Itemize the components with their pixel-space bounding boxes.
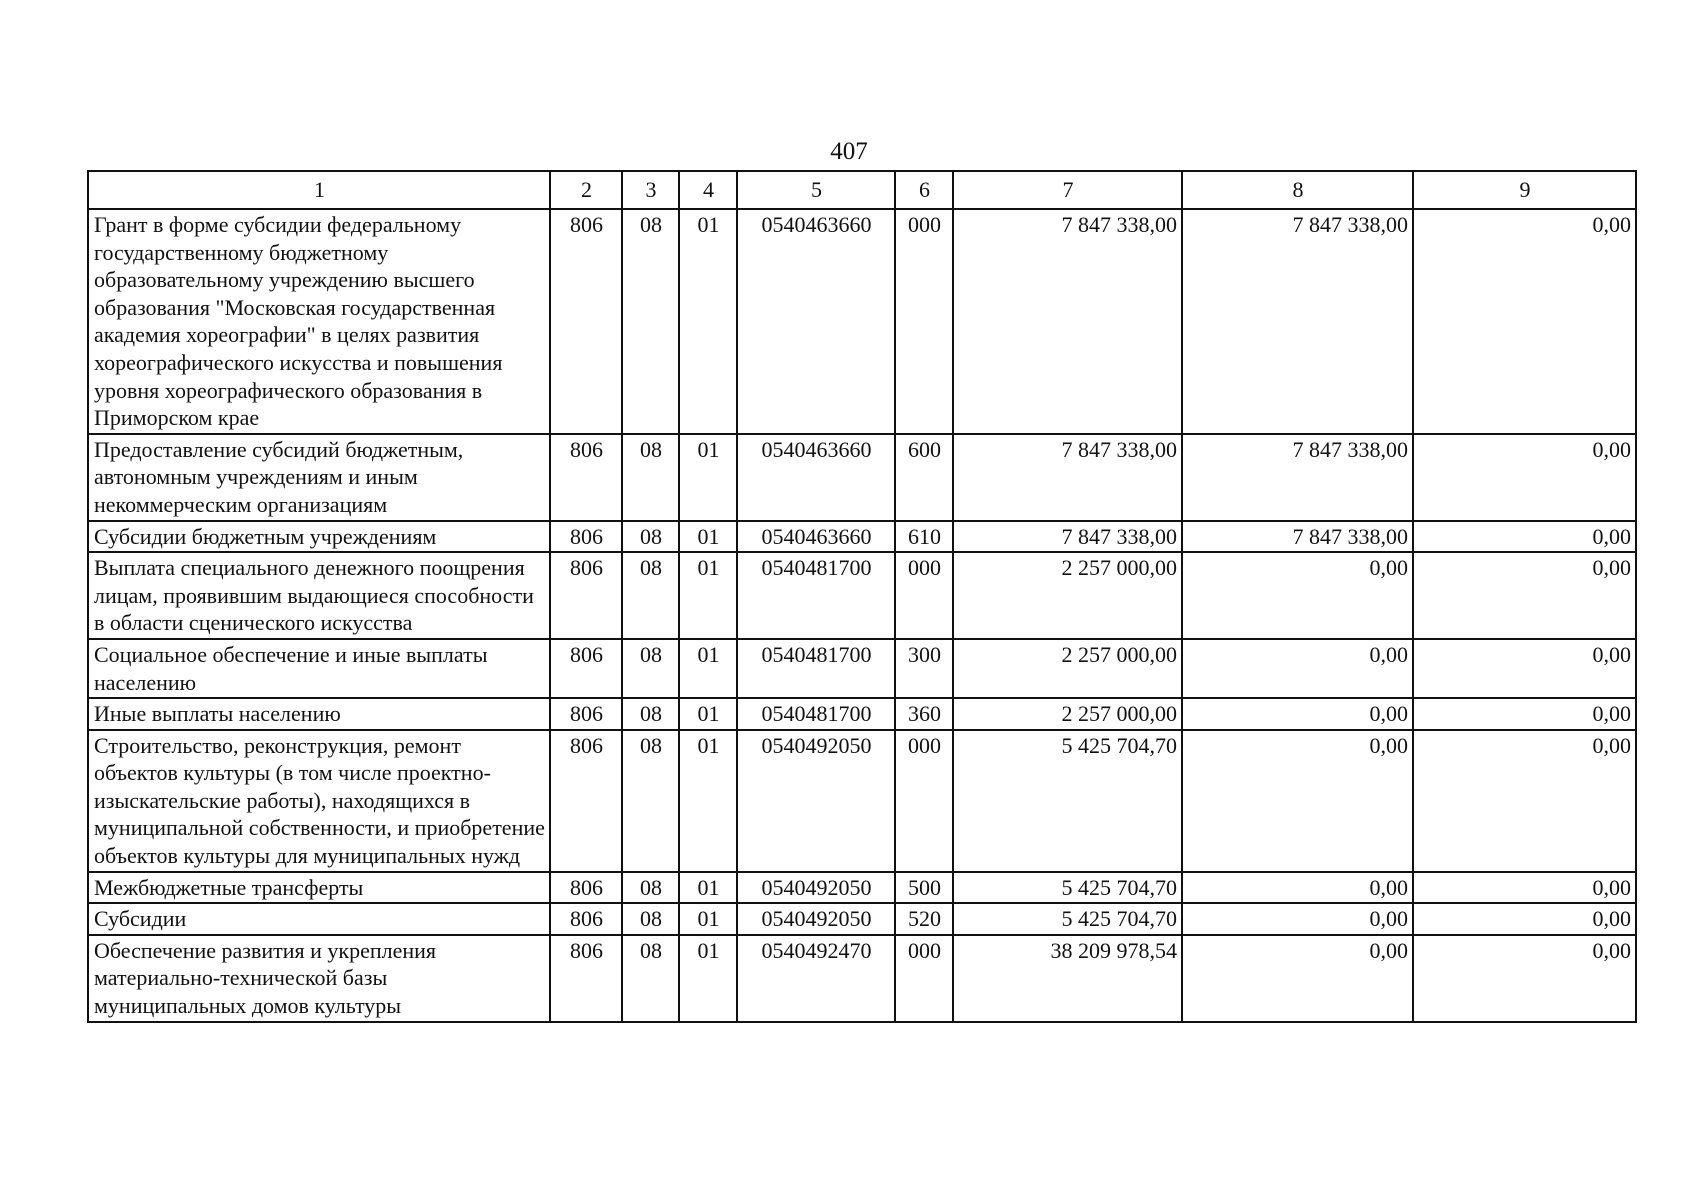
column-header: 8: [1182, 171, 1413, 209]
target-article-cell: 0540492050: [737, 903, 895, 935]
item-name-cell: Субсидии бюджетным учреждениям: [88, 521, 550, 553]
table-row: [88, 872, 1636, 904]
table-row: [88, 552, 1636, 639]
ministry-code-cell: 806: [550, 730, 622, 872]
column-header: 7: [953, 171, 1182, 209]
expense-type-cell: 000: [895, 552, 953, 639]
table-row: [88, 521, 1636, 553]
subsection-code-cell: 01: [679, 209, 737, 434]
ministry-code-cell: 806: [550, 209, 622, 434]
amount-col9-cell: 0,00: [1413, 209, 1636, 434]
subsection-code-cell: 01: [679, 903, 737, 935]
subsection-code-cell: 01: [679, 639, 737, 698]
expense-type-cell: 600: [895, 434, 953, 521]
table-row: [88, 209, 1636, 434]
column-header: 9: [1413, 171, 1636, 209]
expense-type-cell: 520: [895, 903, 953, 935]
item-name-cell: Выплата специального денежного поощрения лицам, проявившим выдающиеся способности в области сценического искусства: [88, 552, 550, 639]
expense-type-cell: 000: [895, 935, 953, 1022]
amount-col7-cell: 5 425 704,70: [953, 872, 1182, 904]
ministry-code-cell: 806: [550, 935, 622, 1022]
subsection-code-cell: 01: [679, 730, 737, 872]
section-code-cell: 08: [622, 730, 679, 872]
amount-col8-cell: 7 847 338,00: [1182, 521, 1413, 553]
ministry-code-cell: 806: [550, 872, 622, 904]
item-name-cell: Строительство, реконструкция, ремонт объектов культуры (в том числе проектно-изыскательские работы), находящихся в муниципальной собственности, и приобретение объектов культуры для муниципальных нужд: [88, 730, 550, 872]
amount-col9-cell: 0,00: [1413, 730, 1636, 872]
expense-type-cell: 000: [895, 209, 953, 434]
amount-col8-cell: 7 847 338,00: [1182, 434, 1413, 521]
table-row: [88, 903, 1636, 935]
amount-col7-cell: 7 847 338,00: [953, 209, 1182, 434]
amount-col7-cell: 7 847 338,00: [953, 521, 1182, 553]
amount-col9-cell: 0,00: [1413, 903, 1636, 935]
subsection-code-cell: 01: [679, 521, 737, 553]
table-row: [88, 935, 1636, 1022]
expense-type-cell: 300: [895, 639, 953, 698]
expense-type-cell: 360: [895, 698, 953, 730]
table-header-row: [88, 171, 1636, 209]
column-header: 3: [622, 171, 679, 209]
item-name-cell: Иные выплаты населению: [88, 698, 550, 730]
column-header: 5: [737, 171, 895, 209]
section-code-cell: 08: [622, 698, 679, 730]
column-header: 1: [88, 171, 550, 209]
expense-type-cell: 610: [895, 521, 953, 553]
subsection-code-cell: 01: [679, 552, 737, 639]
page-number: 407: [830, 138, 868, 165]
amount-col8-cell: 0,00: [1182, 903, 1413, 935]
amount-col8-cell: 7 847 338,00: [1182, 209, 1413, 434]
target-article-cell: 0540463660: [737, 521, 895, 553]
table-row: [88, 698, 1636, 730]
item-name-cell: Межбюджетные трансферты: [88, 872, 550, 904]
expense-type-cell: 500: [895, 872, 953, 904]
amount-col9-cell: 0,00: [1413, 521, 1636, 553]
column-header: 4: [679, 171, 737, 209]
amount-col9-cell: 0,00: [1413, 935, 1636, 1022]
amount-col7-cell: 7 847 338,00: [953, 434, 1182, 521]
amount-col7-cell: 2 257 000,00: [953, 698, 1182, 730]
section-code-cell: 08: [622, 935, 679, 1022]
amount-col7-cell: 2 257 000,00: [953, 639, 1182, 698]
target-article-cell: 0540463660: [737, 434, 895, 521]
subsection-code-cell: 01: [679, 434, 737, 521]
section-code-cell: 08: [622, 434, 679, 521]
expense-type-cell: 000: [895, 730, 953, 872]
subsection-code-cell: 01: [679, 935, 737, 1022]
section-code-cell: 08: [622, 552, 679, 639]
amount-col8-cell: 0,00: [1182, 730, 1413, 872]
subsection-code-cell: 01: [679, 872, 737, 904]
section-code-cell: 08: [622, 639, 679, 698]
table-body: [88, 209, 1636, 1022]
target-article-cell: 0540481700: [737, 639, 895, 698]
subsection-code-cell: 01: [679, 698, 737, 730]
table-row: [88, 639, 1636, 698]
amount-col7-cell: 2 257 000,00: [953, 552, 1182, 639]
item-name-cell: Социальное обеспечение и иные выплаты населению: [88, 639, 550, 698]
section-code-cell: 08: [622, 209, 679, 434]
amount-col9-cell: 0,00: [1413, 698, 1636, 730]
amount-col8-cell: 0,00: [1182, 639, 1413, 698]
ministry-code-cell: 806: [550, 698, 622, 730]
section-code-cell: 08: [622, 903, 679, 935]
amount-col8-cell: 0,00: [1182, 698, 1413, 730]
column-header: 2: [550, 171, 622, 209]
section-code-cell: 08: [622, 521, 679, 553]
item-name-cell: Предоставление субсидий бюджетным, автономным учреждениям и иным некоммерческим организациям: [88, 434, 550, 521]
target-article-cell: 0540481700: [737, 552, 895, 639]
table-row: [88, 730, 1636, 872]
amount-col9-cell: 0,00: [1413, 639, 1636, 698]
ministry-code-cell: 806: [550, 639, 622, 698]
amount-col9-cell: 0,00: [1413, 434, 1636, 521]
amount-col7-cell: 5 425 704,70: [953, 903, 1182, 935]
target-article-cell: 0540492050: [737, 872, 895, 904]
amount-col8-cell: 0,00: [1182, 552, 1413, 639]
amount-col8-cell: 0,00: [1182, 935, 1413, 1022]
amount-col7-cell: 5 425 704,70: [953, 730, 1182, 872]
ministry-code-cell: 806: [550, 434, 622, 521]
item-name-cell: Обеспечение развития и укрепления материально-технической базы муниципальных домов культуры: [88, 935, 550, 1022]
target-article-cell: 0540463660: [737, 209, 895, 434]
target-article-cell: 0540481700: [737, 698, 895, 730]
target-article-cell: 0540492470: [737, 935, 895, 1022]
column-header: 6: [895, 171, 953, 209]
budget-table: [87, 170, 1637, 1023]
item-name-cell: Грант в форме субсидии федеральному государственному бюджетному образовательному учреждению высшего образования "Московская государственная академия хореографии" в целях развития хореографического искусства и повышения уровня хореографического образования в Приморском крае: [88, 209, 550, 434]
target-article-cell: 0540492050: [737, 730, 895, 872]
section-code-cell: 08: [622, 872, 679, 904]
ministry-code-cell: 806: [550, 521, 622, 553]
amount-col7-cell: 38 209 978,54: [953, 935, 1182, 1022]
item-name-cell: Субсидии: [88, 903, 550, 935]
amount-col9-cell: 0,00: [1413, 552, 1636, 639]
amount-col9-cell: 0,00: [1413, 872, 1636, 904]
amount-col8-cell: 0,00: [1182, 872, 1413, 904]
table-row: [88, 434, 1636, 521]
ministry-code-cell: 806: [550, 903, 622, 935]
ministry-code-cell: 806: [550, 552, 622, 639]
